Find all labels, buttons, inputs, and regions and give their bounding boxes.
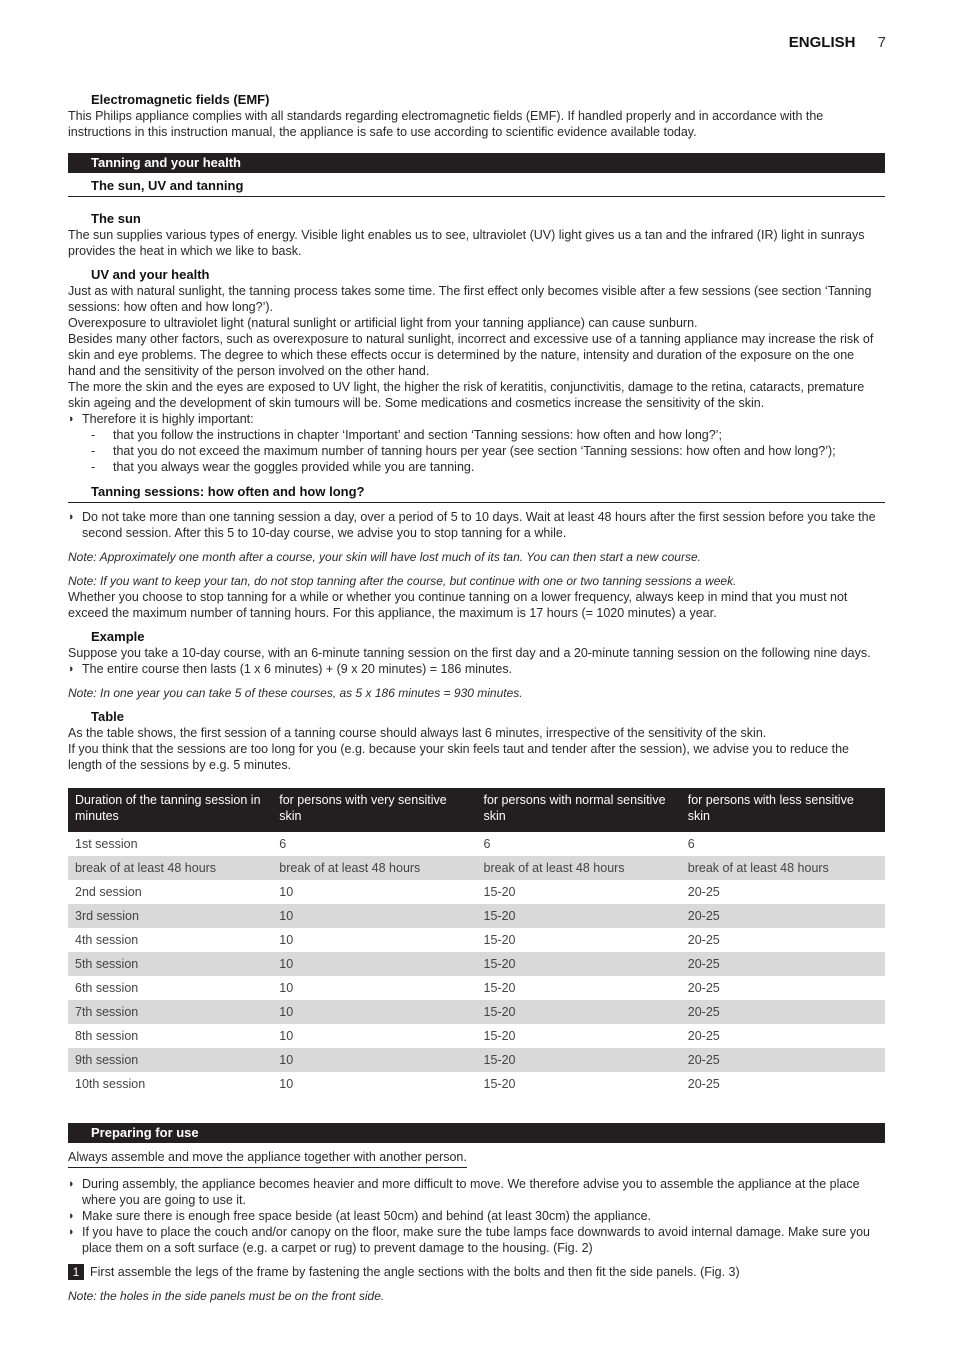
sessions-note-1: Note: Approximately one month after a course, your skin will have lost much of its tan. You can then start a new course. <box>68 550 701 564</box>
table-row <box>68 1048 885 1072</box>
uv-paragraph-3: Besides many other factors, such as overexposure to natural sunlight, incorrect and excessive use of a tanning appliance may increase the risk of skin and eye problems. The degree to which these effects occur is determined by the nature, intensity and duration of the exposure on the one hand and the sensitivity of the person involved on the other hand. <box>68 332 874 378</box>
table-cell: 20-25 <box>687 981 720 995</box>
table-header-row <box>68 788 885 832</box>
emf-title: Electromagnetic fields (EMF) <box>91 92 270 107</box>
preparing-note: Note: the holes in the side panels must be on the front side. <box>68 1289 385 1303</box>
table-row <box>68 832 885 856</box>
table-cell: 10 <box>279 933 294 947</box>
the-sun-text: The sun supplies various types of energy. Visible light enables us to see, ultraviolet (UV) light gives us a tan and the infrared (IR) light in sunrays provides the heat in which we like to bask. <box>68 228 865 258</box>
table-cell: 6th session <box>75 981 139 995</box>
step-1 <box>68 1264 885 1280</box>
page-header <box>789 34 886 51</box>
table-row <box>68 904 885 928</box>
table-cell: 10 <box>279 1029 294 1043</box>
table-cell: 10 <box>272 1048 476 1072</box>
sessions-note-2: Note: If you want to keep your tan, do not stop tanning after the course, but continue with one or two tanning sessions a week. <box>68 574 737 588</box>
table-cell: 10 <box>279 1077 294 1091</box>
uv-dash-item: - that you follow the instructions in chapter ‘Important’ and section ‘Tanning sessions: how often and how long?’; <box>68 427 885 443</box>
table-row <box>68 856 885 880</box>
table-cell: 9th session <box>68 1048 272 1072</box>
preparing-bullet: ◗ Make sure there is enough free space beside (at least 50cm) and behind (at least 30cm) the appliance. <box>68 1208 885 1224</box>
table-cell: 6 <box>483 837 491 851</box>
example-bullet: ◗ The entire course then lasts (1 x 6 minutes) + (9 x 20 minutes) = 186 minutes. <box>68 661 885 677</box>
example-title: Example <box>91 629 145 644</box>
table-cell: break of at least 48 hours <box>68 856 272 880</box>
uv-bullet: ◗ Therefore it is highly important: <box>68 411 885 427</box>
uv-dash-item: - that you do not exceed the maximum number of tanning hours per year (see section ‘Tanning sessions: how often and how long?’); <box>68 443 885 459</box>
table-cell: 20-25 <box>687 1029 720 1043</box>
session-table <box>68 788 885 1096</box>
table-intro-2: If you think that the sessions are too long for you (e.g. because your skin feels taut and tender after the session), we advise you to reduce the length of the sessions by e.g. 5 minutes. <box>68 742 850 772</box>
preparing-bullet: ◗ During assembly, the appliance becomes heavier and more difficult to move. We therefore advise you to assemble the appliance at the place where you are going to use it. <box>68 1176 885 1208</box>
emf-section <box>68 92 885 140</box>
table-cell: 15-20 <box>483 933 516 947</box>
preparing-warning: Always assemble and move the appliance together with another person. <box>68 1150 467 1164</box>
sessions-text: Whether you choose to stop tanning for a while or whether you continue tanning on a lower frequency, always keep in mind that you must not exceed the maximum number of tanning hours. For this appliance, the maximum is 17 hours (= 1020 minutes) a year. <box>68 590 848 620</box>
tanning-sessions-section <box>68 484 885 773</box>
uv-dash-item: - that you always wear the goggles provided while you are tanning. <box>68 459 885 475</box>
emf-text: This Philips appliance complies with all standards regarding electromagnetic fields (EMF). If handled properly and in accordance with the instructions in this instruction manual, the appliance is safe to use according to scientific evidence available today. <box>68 109 824 139</box>
uv-paragraph-4: The more the skin and the eyes are exposed to UV light, the higher the risk of keratitis, conjunctivitis, damage to the retina, cataracts, premature skin ageing and the development of skin tumours will be. Some medications and cosmetics increase the sensitivity of the skin. <box>68 380 865 410</box>
table-cell: 15-20 <box>477 904 681 928</box>
table-header-cell: for persons with very sensitive skin <box>272 788 476 832</box>
table-row <box>68 1072 885 1096</box>
table-row <box>68 952 885 976</box>
table-title: Table <box>91 709 124 724</box>
table-cell: break of at least 48 hours <box>681 856 885 880</box>
table-row <box>68 880 885 904</box>
preparing-bullet: ◗ If you have to place the couch and/or canopy on the floor, make sure the tube lamps face downwards to avoid internal damage. Make sure you place them on a soft surface (e.g. a carpet or rug) to prevent damage to the housing. (Fig. 2) <box>68 1224 885 1256</box>
table-cell: 10 <box>272 952 476 976</box>
table-row <box>68 928 885 952</box>
table-cell: break of at least 48 hours <box>272 856 476 880</box>
table-cell: 20-25 <box>687 933 720 947</box>
table-cell: 3rd session <box>68 904 272 928</box>
table-cell: 20-25 <box>687 1077 720 1091</box>
table-cell: 10th session <box>75 1077 146 1091</box>
table-cell: 15-20 <box>483 981 516 995</box>
table-cell: 20-25 <box>681 952 885 976</box>
table-cell: 20-25 <box>687 885 720 899</box>
table-cell: 20-25 <box>681 904 885 928</box>
step-number: 1 <box>68 1264 84 1280</box>
sun-uv-title: The sun, UV and tanning <box>68 178 885 197</box>
sessions-note-3: Note: In one year you can take 5 of these courses, as 5 x 186 minutes = 930 minutes. <box>68 686 523 700</box>
uv-paragraph-1: Just as with natural sunlight, the tanning process takes some time. The first effect only becomes visible after a few sessions (see section ‘Tanning sessions: how often and how long?’). <box>68 284 872 314</box>
table-cell: 15-20 <box>483 1029 516 1043</box>
table-cell: 10 <box>279 885 294 899</box>
sessions-title: Tanning sessions: how often and how long? <box>68 484 885 503</box>
preparing-heading: Preparing for use <box>68 1123 885 1143</box>
session-table-wrapper <box>68 788 885 1096</box>
page-number: 7 <box>877 34 886 51</box>
table-cell: 10 <box>272 904 476 928</box>
table-cell: 6 <box>687 837 695 851</box>
table-intro-1: As the table shows, the first session of a tanning course should always last 6 minutes, irrespective of the sensitivity of the skin. <box>68 726 767 740</box>
table-cell: 8th session <box>75 1029 139 1043</box>
table-row <box>68 1000 885 1024</box>
preparing-section <box>68 1123 885 1304</box>
table-cell: 6 <box>279 837 287 851</box>
step-text: First assemble the legs of the frame by fastening the angle sections with the bolts and then fit the side panels. (Fig. 3) <box>90 1265 740 1279</box>
table-cell: 15-20 <box>483 1077 516 1091</box>
table-cell: 2nd session <box>75 885 142 899</box>
table-cell: 10 <box>272 1000 476 1024</box>
table-cell: 10 <box>279 981 294 995</box>
table-cell: 4th session <box>75 933 139 947</box>
table-cell: 7th session <box>68 1000 272 1024</box>
sessions-bullet: ◗ Do not take more than one tanning session a day, over a period of 5 to 10 days. Wait at least 48 hours after the first session before you take the second session. After this 5 to 10-day course, we advise you to stop tanning for a while. <box>68 509 885 541</box>
tanning-health-section <box>68 153 885 475</box>
table-cell: 20-25 <box>681 1000 885 1024</box>
table-header-cell: Duration of the tanning session in minutes <box>68 788 272 832</box>
table-cell: 5th session <box>68 952 272 976</box>
table-cell: 15-20 <box>477 952 681 976</box>
table-cell: break of at least 48 hours <box>477 856 681 880</box>
table-cell: 1st session <box>75 837 138 851</box>
table-cell: 20-25 <box>681 1048 885 1072</box>
language-label: ENGLISH <box>788 34 856 51</box>
table-cell: 15-20 <box>477 1048 681 1072</box>
table-row <box>68 976 885 1000</box>
table-header-cell: for persons with normal sensitive skin <box>477 788 681 832</box>
the-sun-title: The sun <box>91 211 141 226</box>
table-header-cell: for persons with less sensitive skin <box>681 788 885 832</box>
uv-title: UV and your health <box>91 267 210 282</box>
table-cell: 15-20 <box>477 1000 681 1024</box>
tanning-health-heading: Tanning and your health <box>68 153 885 173</box>
example-text: Suppose you take a 10-day course, with an 6-minute tanning session on the first day and a 20-minute tanning session on the following nine days. <box>68 646 871 660</box>
table-cell: 15-20 <box>483 885 516 899</box>
table-row <box>68 1024 885 1048</box>
uv-paragraph-2: Overexposure to ultraviolet light (natural sunlight or artificial light from your tanning appliance) can cause sunburn. <box>68 316 698 330</box>
